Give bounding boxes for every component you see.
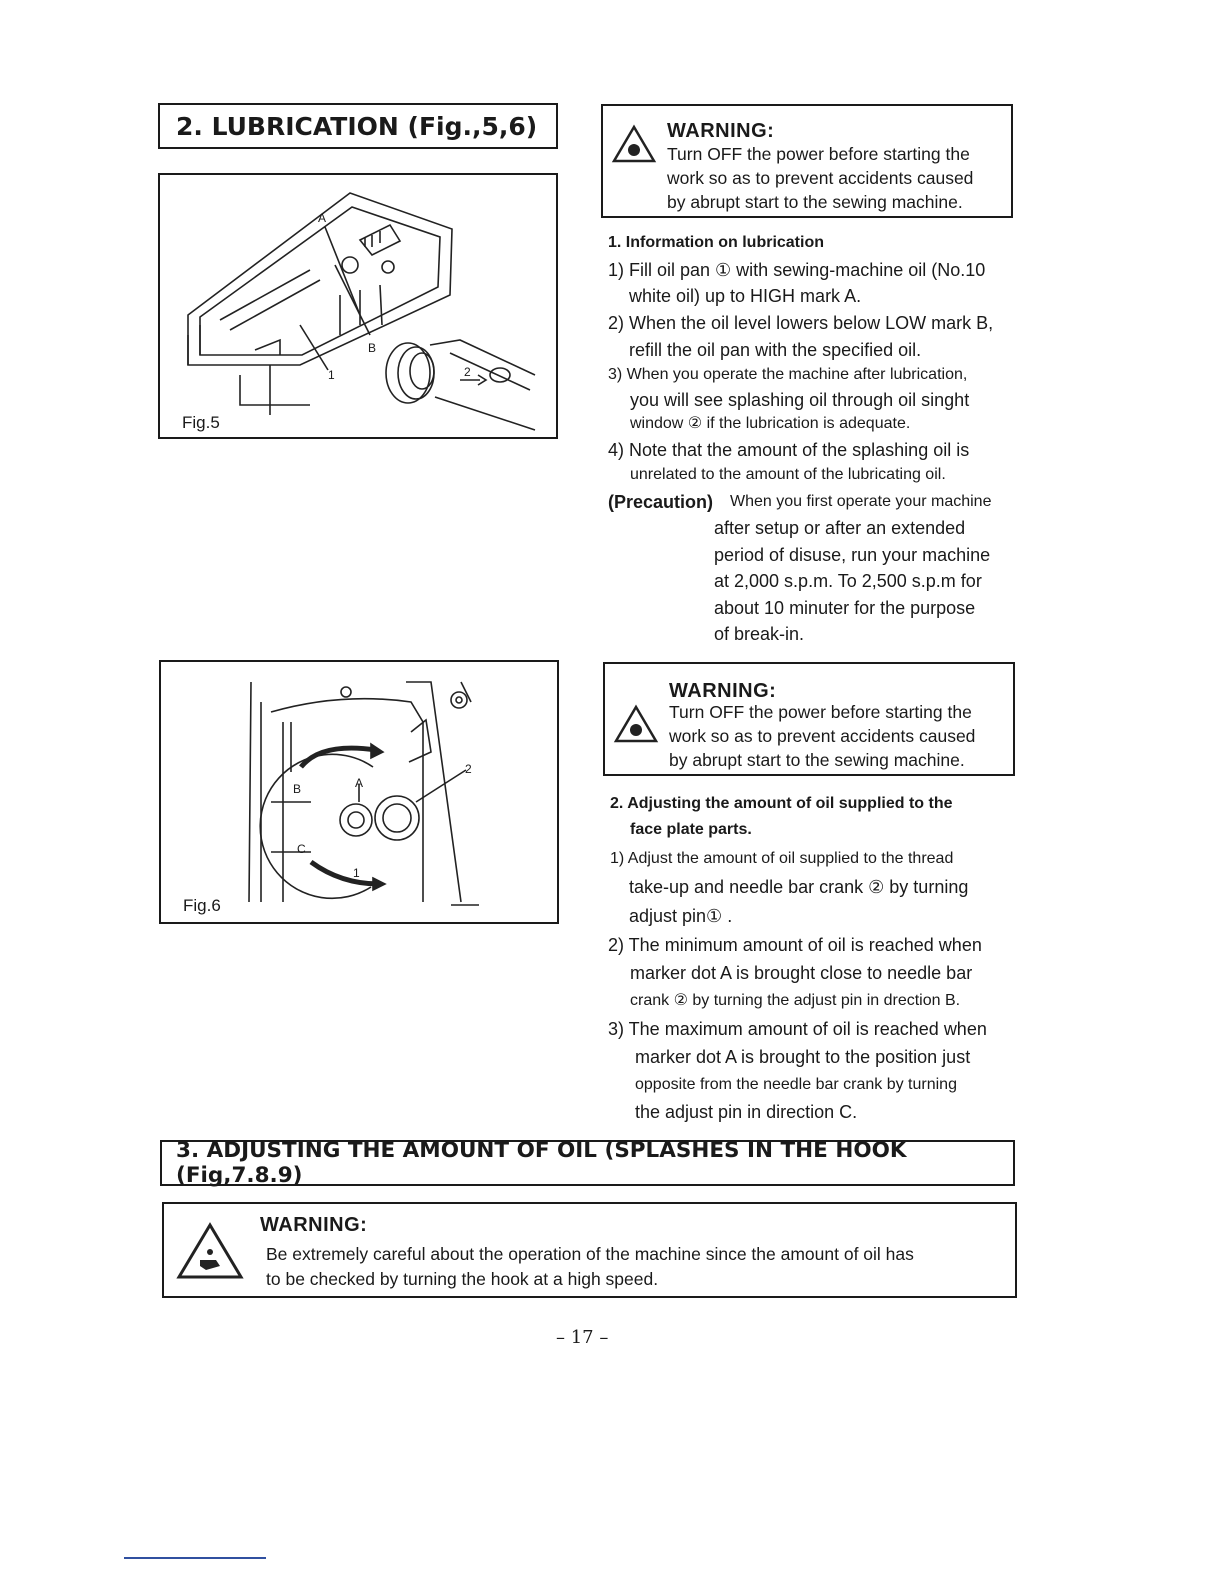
page-number: – 17 – xyxy=(556,1327,609,1348)
precaution-line-3: period of disuse, run your machine xyxy=(714,545,991,565)
fig6-callout-b: B xyxy=(293,782,302,796)
fig6-label: Fig.6 xyxy=(183,896,221,915)
warning-box-1 xyxy=(601,104,1013,218)
warning-3-line-2: to be checked by turning the hook at a high speed. xyxy=(266,1269,659,1289)
fig5-label: Fig.5 xyxy=(182,413,220,432)
warning-triangle-icon xyxy=(613,704,659,744)
fig5-callout-b: B xyxy=(368,341,377,355)
warning-2-title: WARNING: xyxy=(669,680,777,702)
fig6-callout-c: C xyxy=(297,842,306,856)
precaution-line-5: about 10 minuter for the purpose xyxy=(714,598,976,618)
adjust-item-2-line-3: crank ② by turning the adjust pin in drection B. xyxy=(630,992,961,1009)
precaution-line-6: of break-in. xyxy=(714,624,805,644)
fig6-callout-2: 2 xyxy=(465,762,472,776)
warning-2-line-2: work so as to prevent accidents caused xyxy=(669,726,976,746)
warning-triangle-icon xyxy=(611,124,657,164)
adjust-item-2-line-2: marker dot A is brought close to needle bar xyxy=(630,963,973,983)
adjust-heading-line-2: face plate parts. xyxy=(630,821,752,838)
fig6-callout-a: A xyxy=(355,776,364,790)
info-item-1-line-1: 1) Fill oil pan ① with sewing-machine oil (No.10 xyxy=(608,260,986,280)
precaution-line-1: When you first operate your machine xyxy=(730,493,992,510)
info-item-2-line-1: 2) When the oil level lowers below LOW mark B, xyxy=(608,313,994,333)
adjust-item-3-line-1: 3) The maximum amount of oil is reached when xyxy=(608,1019,987,1039)
figure-6 xyxy=(159,660,559,924)
adjust-item-3-line-3: opposite from the needle bar crank by turning xyxy=(635,1076,957,1093)
info-item-3-line-3: window ② if the lubrication is adequate. xyxy=(630,415,911,432)
adjust-item-1-line-1: 1) Adjust the amount of oil supplied to the thread xyxy=(610,850,954,867)
section-3-title-text: 3. ADJUSTING THE AMOUNT OF OIL (SPLASHES IN THE HOOK (Fig,7.8.9) xyxy=(176,1138,907,1188)
warning-1-title: WARNING: xyxy=(667,120,775,142)
warning-triangle-icon xyxy=(176,1222,244,1280)
warning-box-3 xyxy=(162,1202,1017,1298)
precaution-line-4: at 2,000 s.p.m. To 2,500 s.p.m for xyxy=(714,571,982,591)
section-2-title-text: 2. LUBRICATION (Fig.,5,6) xyxy=(176,111,538,141)
fig5-callout-2: 2 xyxy=(464,365,471,379)
fig6-callout-1: 1 xyxy=(353,866,360,880)
warning-1-line-2: work so as to prevent accidents caused xyxy=(667,168,974,188)
warning-1-line-1: Turn OFF the power before starting the xyxy=(667,144,970,164)
adjust-item-3-line-2: marker dot A is brought to the position just xyxy=(635,1047,971,1067)
info-item-2-line-2: refill the oil pan with the specified oil. xyxy=(629,340,922,360)
info-item-3-line-1: 3) When you operate the machine after lubrication, xyxy=(608,366,968,383)
face-plate-illustration xyxy=(161,662,557,922)
figure-5 xyxy=(158,173,558,439)
fig5-callout-1: 1 xyxy=(328,368,335,382)
info-item-3-line-2: you will see splashing oil through oil singht xyxy=(630,390,970,410)
warning-3-title: WARNING: xyxy=(260,1214,368,1236)
info-heading: 1. Information on lubrication xyxy=(608,234,824,251)
warning-box-2 xyxy=(603,662,1015,776)
warning-3-line-1: Be extremely careful about the operation of the machine since the amount of oil has xyxy=(266,1244,914,1264)
warning-2-line-3: by abrupt start to the sewing machine. xyxy=(669,750,965,770)
info-item-1-line-2: white oil) up to HIGH mark A. xyxy=(629,286,862,306)
oil-pan-illustration xyxy=(160,175,556,437)
warning-1-line-3: by abrupt start to the sewing machine. xyxy=(667,192,963,212)
info-item-4-line-1: 4) Note that the amount of the splashing oil is xyxy=(608,440,970,460)
precaution-line-2: after setup or after an extended xyxy=(714,518,966,538)
adjust-item-3-line-4: the adjust pin in direction C. xyxy=(635,1102,858,1122)
section-2-title xyxy=(158,103,558,149)
info-item-4-line-2: unrelated to the amount of the lubricating oil. xyxy=(630,466,946,483)
section-3-title xyxy=(160,1140,1015,1186)
precaution-label: (Precaution) xyxy=(608,492,714,512)
adjust-item-2-line-1: 2) The minimum amount of oil is reached when xyxy=(608,935,982,955)
adjust-item-1-line-2: take-up and needle bar crank ② by turning xyxy=(629,877,969,897)
adjust-item-1-line-3: adjust pin① . xyxy=(629,906,733,926)
footnote-rule xyxy=(124,1557,266,1559)
warning-2-line-1: Turn OFF the power before starting the xyxy=(669,702,972,722)
adjust-heading-line-1: 2. Adjusting the amount of oil supplied to the xyxy=(610,795,953,812)
fig5-callout-a: A xyxy=(318,211,327,225)
